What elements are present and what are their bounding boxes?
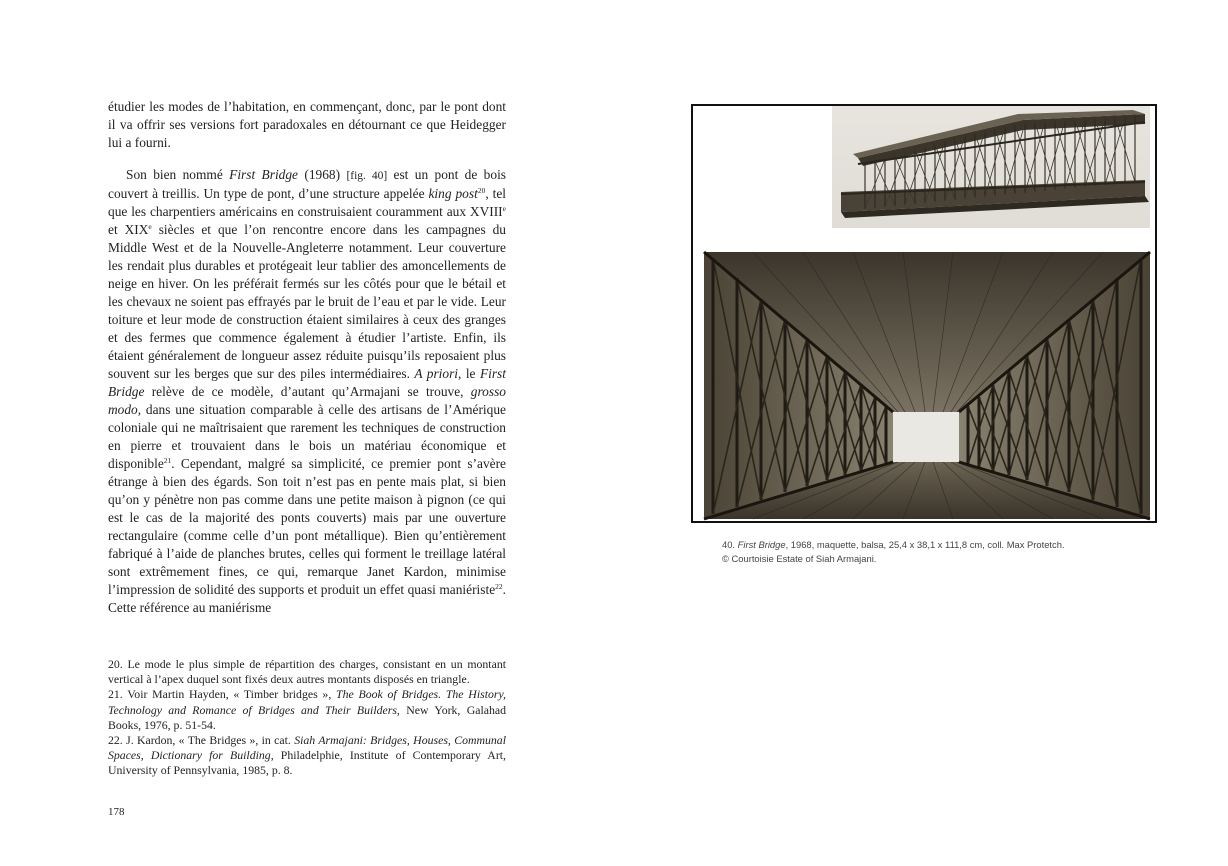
caption-line: 40. First Bridge, 1968, maquette, balsa, 25,4 x 38,1 x 111,8 cm, coll. Max Protetch. — [722, 539, 1065, 550]
caption-credit: © Courtoisie Estate of Siah Armajani. — [722, 552, 877, 564]
photo-bridge-side-view — [832, 106, 1150, 228]
page-number: 178 — [108, 806, 125, 818]
footnote-21: 21. Voir Martin Hayden, « Timber bridges », The Book of Bridges. The History, Technology and Romance of Bridges and Their Builders, New York, Galahad Books, 1976, p. 51-54. — [108, 687, 506, 732]
paragraph-continuation: étudier les modes de l’habitation, en commençant, donc, par le pont dont il va offrir ses versions fort paradoxales en détournant ce que Heidegger lui a fourni. — [108, 99, 506, 150]
figure-40-frame — [691, 104, 1157, 523]
photo-bridge-interior-view — [704, 252, 1150, 519]
paragraph-first-bridge: Son bien nommé First Bridge (1968) [fig. 40] est un pont de bois couvert à treillis. Un type de pont, d’une structure appelée king post$^{20}$, tel que les charpentiers américains en construisaient couramment aux XVIIIe et XIXe siècles et que l’on rencontre encore dans les campagnes du Middle West et de la Nouvelle-Angleterre notamment. Leur couverture les rendait plus durables et protégeait leur tablier des amoncellements de neige en hiver. On les préférait fermés sur les côtés pour que le bétail et les chevaux ne soient pas effrayés par le bruit de l’eau et par le vide. Leur toiture et leur mode de construction étaient similaires à ceux des granges et des fermes que commence également à étudier l’artiste. Enfin, ils étaient généralement de longueur assez réduite puisqu’ils reposaient plus souvent sur les berges que sur des piles intermédiaires. A priori, le First Bridge relève de ce modèle, d’autant qu’Armajani se trouve, grosso modo, dans une situation comparable à celle des artisans de l’Amérique coloniale qui ne maîtrisaient que rarement les techniques de construction en pierre et trouvaient dans le bois un matériau économique et disponible$^{21}$. Cependant, malgré sa simplicité, ce premier pont s’avère étrange à bien des égards. Son toit n’est pas en pente mais plat, si bien qu’on y pénètre non pas comme dans une petite maison à pignon (ce qui est le cas de la majorité des ponts couverts) mais par une ouverture rectangulaire (comme celle d’un pont métallique). Bien qu’entièrement fabriqué à l’aide de planches brutes, celles qui forment le treillage latéral sont extrêmement fines, ce qui, remarque Janet Kardon, minimise l’impression de solidité des supports et produit un effet quasi maniériste$^{22}$. Cette référence au maniérisme — [108, 167, 507, 615]
main-text-column — [108, 98, 506, 617]
footnote-22: 22. J. Kardon, « The Bridges », in cat. Siah Armajani: Bridges, Houses, Communal Spaces, Dictionary for Building, Philadelphie, Institute of Contemporary Art, University of Pennsylvania, 1985, p. 8. — [108, 733, 506, 778]
footnote-ref-21: 21 — [163, 456, 172, 465]
footnote-ref-22: 22 — [495, 582, 503, 591]
footnote-20: 20. Le mode le plus simple de répartition des charges, consistant en un montant vertical à l’apex duquel sont fixés deux autres montants disposés en triangle. — [108, 657, 506, 687]
figure-reference: [fig. 40] — [346, 170, 388, 182]
figure-40-photographs — [693, 106, 1155, 521]
footnotes — [108, 657, 506, 779]
figure-40-caption — [722, 538, 1142, 565]
footnote-ref-20: 20 — [477, 186, 486, 195]
